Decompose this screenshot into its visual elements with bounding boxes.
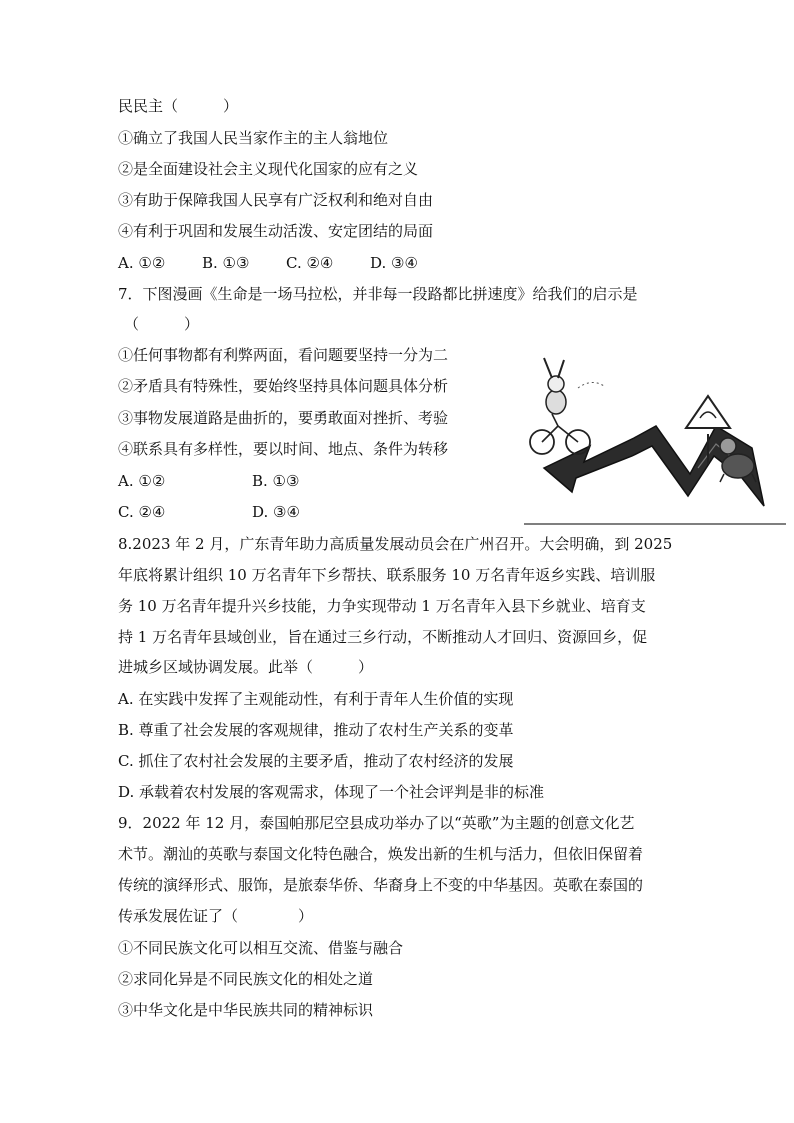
q7-option-d: D. ③④ (252, 503, 300, 521)
marathon-cartoon (516, 356, 788, 528)
q6-option-c: C. ②④ (286, 254, 334, 272)
q9-line-1: 9．2022 年 12 月，泰国帕那尼空县成功举办了以“英歌”为主题的创意文化艺 (118, 814, 635, 832)
q8-line-2: 年底将累计组织 10 万名青年下乡帮扶、联系服务 10 万名青年返乡实践、培训服 (118, 566, 656, 584)
q8-line-4: 持 1 万名青年县域创业，旨在通过三乡行动，不断推动人才回归、资源回乡，促 (118, 628, 648, 646)
q7-item-1: ①任何事物都有利弊两面，看问题要坚持一分为二 (118, 346, 449, 364)
q6-item-3: ③有助于保障我国人民享有广泛权利和绝对自由 (118, 191, 434, 209)
q7-item-4: ④联系具有多样性，要以时间、地点、条件为转移 (118, 440, 449, 458)
q6-option-d: D. ③④ (370, 254, 418, 272)
q7-stem-cont: （ ） (124, 315, 200, 333)
q6-item-2: ②是全面建设社会主义现代化国家的应有之义 (118, 160, 419, 178)
q8-line-5: 进城乡区域协调发展。此举（ ） (118, 658, 374, 676)
q9-item-3: ③中华文化是中华民族共同的精神标识 (118, 1001, 374, 1019)
q6-item-4: ④有利于巩固和发展生动活泼、安定团结的局面 (118, 222, 434, 240)
rabbit-on-bicycle (530, 358, 604, 454)
q8-option-d: D. 承载着农村发展的客观需求，体现了一个社会评判是非的标准 (118, 783, 545, 801)
q7-option-c: C. ②④ (118, 503, 166, 521)
q6-option-a: A. ①② (118, 254, 166, 272)
q7-option-b: B. ①③ (252, 472, 300, 490)
q8-line-3: 务 10 万名青年提升兴乡技能，力争实现带动 1 万名青年入县下乡就业、培育支 (118, 597, 646, 615)
q7-options-row-1 (118, 470, 299, 492)
q8-line-1: 8.2023 年 2 月，广东青年助力高质量发展动员会在广州召开。大会明确，到 2025 (118, 535, 673, 553)
q9-item-1: ①不同民族文化可以相互交流、借鉴与融合 (118, 939, 404, 957)
q7-item-3: ③事物发展道路是曲折的，要勇敢面对挫折、考验 (118, 409, 449, 427)
q6-item-1: ①确立了我国人民当家作主的主人翁地位 (118, 129, 389, 147)
q9-line-4: 传承发展佐证了（ ） (118, 907, 314, 925)
q6-options (118, 252, 418, 274)
q7-options-row-2 (118, 501, 300, 523)
q6-option-b: B. ①③ (202, 254, 250, 272)
q8-option-a: A. 在实践中发挥了主观能动性，有利于青年人生价值的实现 (118, 690, 514, 708)
q7-stem: 7．下图漫画《生命是一场马拉松，并非每一段路都比拼速度》给我们的启示是 (118, 285, 638, 303)
q7-item-2: ②矛盾具有特殊性，要始终坚持具体问题具体分析 (118, 377, 449, 395)
q9-item-2: ②求同化异是不同民族文化的相处之道 (118, 970, 374, 988)
q9-line-2: 术节。潮汕的英歌与泰国文化特色融合，焕发出新的生机与活力，但依旧保留着 (118, 845, 644, 863)
q6-stem-tail: 民民主（ ） (118, 97, 239, 115)
q9-line-3: 传统的演绎形式、服饰，是旅泰华侨、华裔身上不变的中华基因。英歌在泰国的 (118, 876, 644, 894)
q8-option-b: B. 尊重了社会发展的客观规律，推动了农村生产关系的变革 (118, 721, 514, 739)
q8-option-c: C. 抓住了农村社会发展的主要矛盾，推动了农村经济的发展 (118, 752, 514, 770)
q7-option-a: A. ①② (118, 472, 166, 490)
